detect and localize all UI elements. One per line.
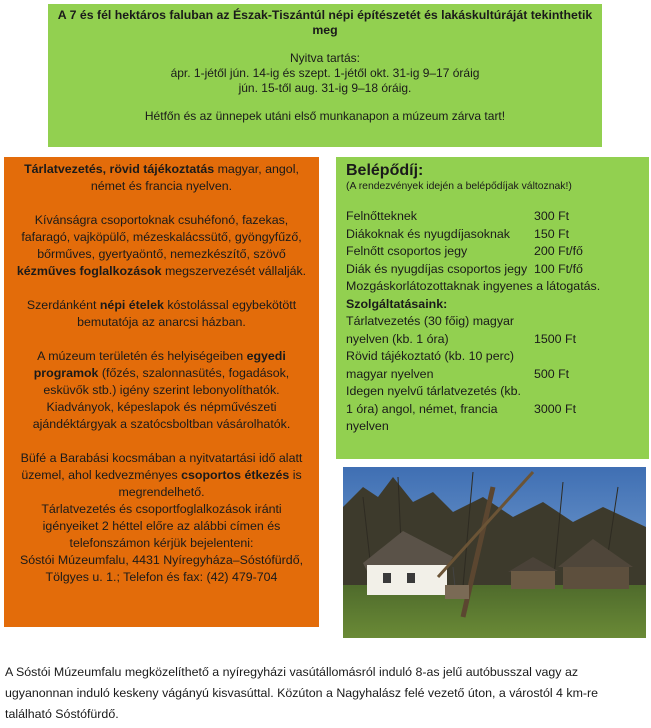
programs-paragraph: A múzeum területén és helyiségeiben egyedi programok (főzés, szalonnasütés, fogadások, esküvők stb.) igény szerint lebonyolíthatók. xyxy=(33,349,290,397)
crafts-paragraph: Kívánságra csoportoknak csuhéfonó, fazekas, fafaragó, vajköpülő, mézeskalácssütő, gyöngyfűző, bőrműves, gyertyaöntő, nemezkészítő, szövő kézműves foglalkozások megszervezését vállalják. xyxy=(16,213,307,278)
folk-food-paragraph: Szerdánként népi ételek kóstolással egybekötött bemutatója az anarcsi házban. xyxy=(26,298,297,329)
shop-paragraph: Kiadványok, képeslapok és népművészeti ajándéktárgyak a szatócsboltban vásárolhatók. xyxy=(32,400,291,431)
hours-line-1: ápr. 1-jétől jún. 14-ig és szept. 1-jétől okt. 31-ig 9–17 óráig xyxy=(170,66,480,80)
buffet-paragraph: Büfé a Barabási kocsmában a nyitvatartási idő alatt üzemel, ahol kedvezményes csoportos étkezés is megrendelhető. xyxy=(20,451,303,499)
service-row: Idegen nyelvű tárlatvezetés (kb. 1 óra) angol, német, francia nyelven 3000 Ft xyxy=(346,384,577,433)
price-row: Diákoknak és nyugdíjasoknak 150 Ft xyxy=(346,226,570,241)
hours-label: Nyitva tartás: xyxy=(289,51,361,65)
services-title: Szolgáltatásaink: xyxy=(346,296,448,311)
directions-text: A Sóstói Múzeumfalu megközelíthető a nyíregyházi vasútállomásról induló 8-as jelű autóbusszal vagy az ugyanonnan induló keskeny vágányú kisvasúttal. Közúton a Nagyhalász felé vezető úton, a várostól 4 km-re található Sóstófürdő. xyxy=(5,665,599,721)
price-row: Felnőtteknek 300 Ft xyxy=(346,209,570,223)
price-row: Felnőtt csoportos jegy 200 Ft/fő xyxy=(346,244,583,258)
service-row: Rövid tájékoztató (kb. 10 perc) magyar nyelven 500 Ft xyxy=(346,349,570,381)
village-photo xyxy=(343,467,646,638)
price-row: Diák és nyugdíjas csoportos jegy 100 Ft/fő xyxy=(346,261,583,276)
prices-box xyxy=(336,157,649,459)
intro-heading: A 7 és fél hektáros faluban az Észak-Tiszántúl népi építészetét és lakáskultúráját tekinthetik meg xyxy=(57,8,593,37)
prices-title: Belépődíj: xyxy=(346,162,424,179)
disabled-note: Mozgáskorlátozottaknak ingyenes a látogatás. xyxy=(346,279,601,293)
booking-paragraph: Tárlatvezetés és csoportfoglalkozások iránti igényeiket 2 héttel előre az alábbi címen és telefonszámon kérjük bejelenteni: xyxy=(41,502,282,550)
closed-note: Hétfőn és az ünnepek utáni első munkanapon a múzeum zárva tart! xyxy=(144,109,506,123)
service-row: Tárlatvezetés (30 főig) magyar nyelven (kb. 1 óra) 1500 Ft xyxy=(346,314,577,346)
opening-hours-box xyxy=(48,4,602,147)
address-line-1: Sóstói Múzeumfalu, 4431 Nyíregyháza–Sóstófürdő, xyxy=(19,553,304,567)
guided-tour-paragraph: Tárlatvezetés, rövid tájékoztatás magyar, angol, német és francia nyelven. xyxy=(24,162,299,193)
services-info-box xyxy=(4,157,319,627)
prices-note: (A rendezvények idején a belépődíjak változnak!) xyxy=(346,181,572,192)
village-photo-illustration xyxy=(343,467,646,638)
address-line-2: Tölgyes u. 1.; Telefon és fax: (42) 479-704 xyxy=(45,570,278,584)
hours-line-2: jún. 15-től aug. 31-ig 9–18 óráig. xyxy=(238,81,412,95)
